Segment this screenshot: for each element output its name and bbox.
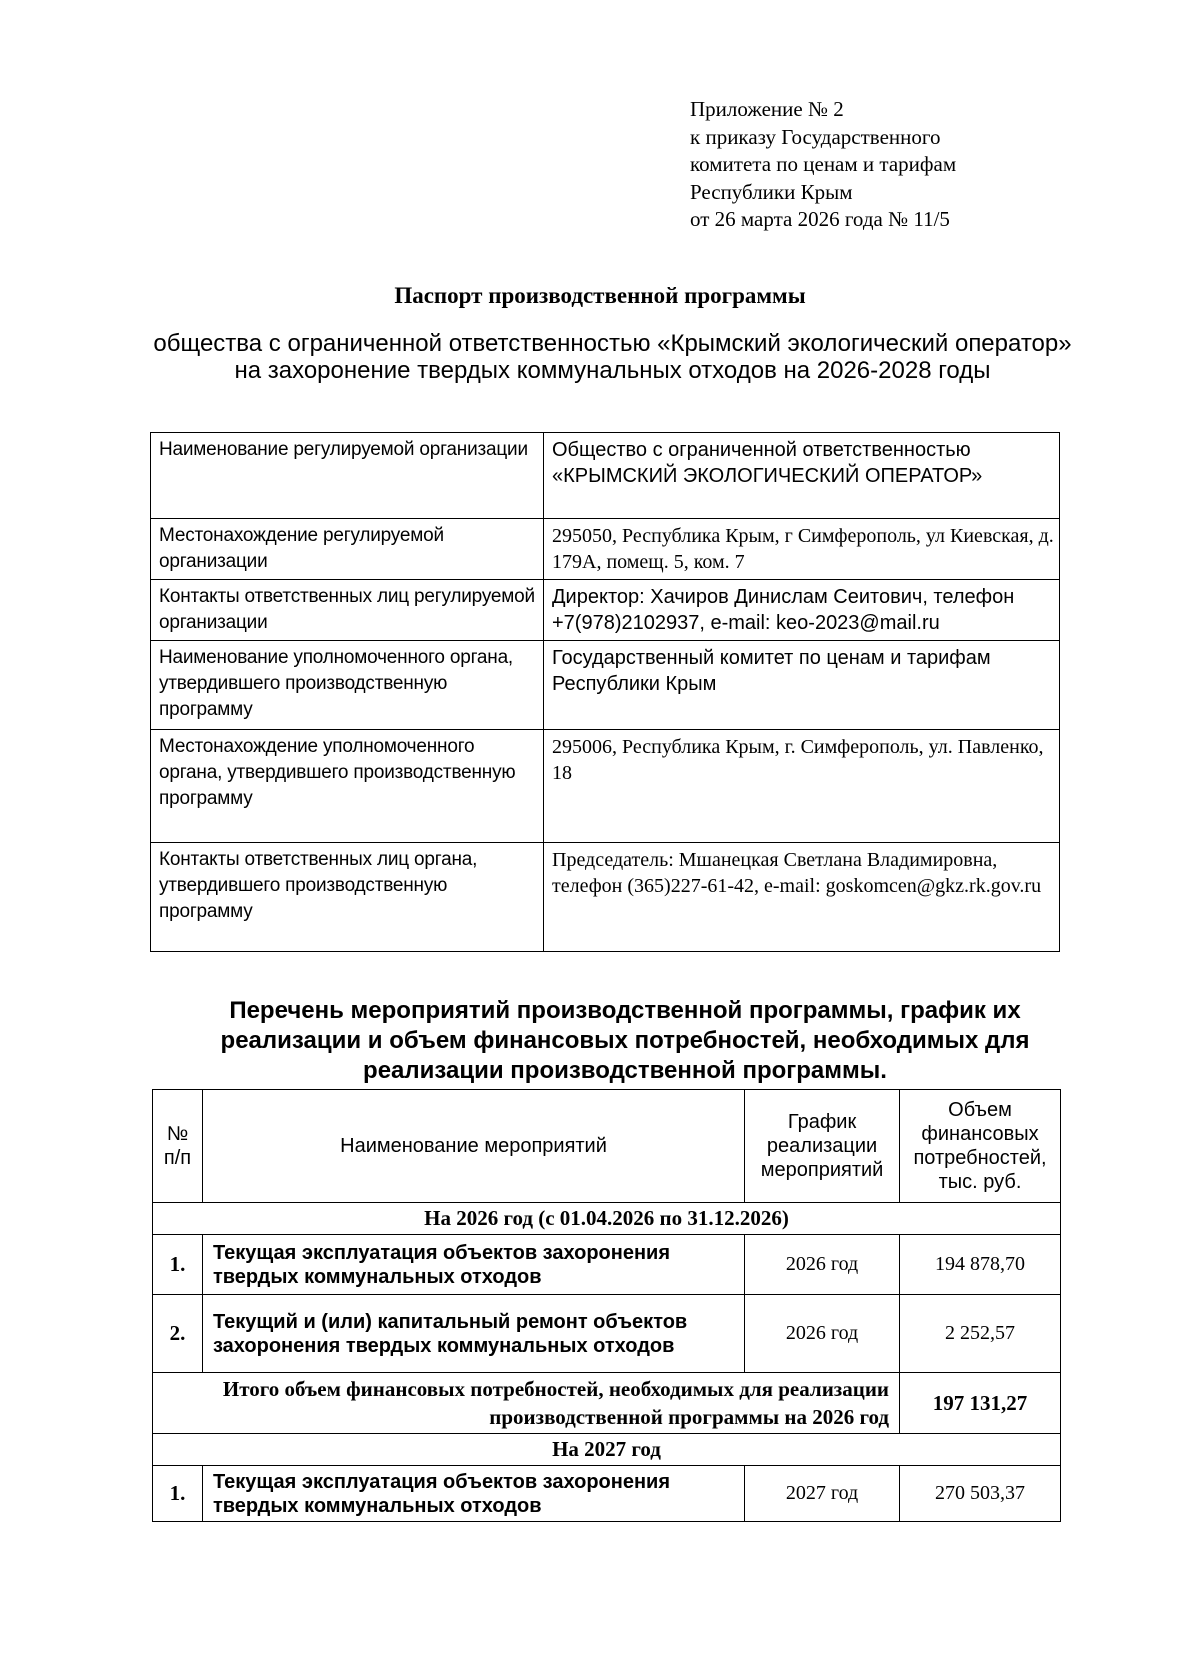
passport-value: Общество с ограниченной ответственностью «КРЫМСКИЙ ЭКОЛОГИЧЕСКИЙ ОПЕРАТОР» (544, 433, 1060, 519)
events-table (152, 1089, 1061, 1522)
passport-row (151, 730, 1060, 843)
appendix-line: от 26 марта 2026 года № 11/5 (690, 207, 950, 231)
passport-value: 295050, Республика Крым, г Симферополь, ул Киевская, д. 179А, помещ. 5, ком. 7 (544, 519, 1060, 580)
header-num: № п/п (153, 1090, 203, 1203)
events-header-row (153, 1090, 1061, 1203)
passport-value: Председатель: Мшанецкая Светлана Владимировна, телефон (365)227-61-42, e-mail: goskomcen@gkz.rk.gov.ru (544, 843, 1060, 952)
year-row (153, 1434, 1061, 1466)
passport-label: Наименование регулируемой организации (151, 433, 544, 519)
passport-table (150, 432, 1060, 952)
passport-label: Контакты ответственных лиц органа, утвердившего производственную программу (151, 843, 544, 952)
passport-label: Местонахождение регулируемой организации (151, 519, 544, 580)
passport-label: Контакты ответственных лиц регулируемой организации (151, 580, 544, 641)
passport-row (151, 433, 1060, 519)
row-amount: 194 878,70 (900, 1235, 1061, 1295)
row-num: 1. (153, 1466, 203, 1522)
row-schedule: 2027 год (745, 1466, 900, 1522)
table-row (153, 1295, 1061, 1373)
appendix-line: к приказу Государственного (690, 124, 941, 149)
passport-row (151, 843, 1060, 952)
header-amount: Объем финансовых потребностей, тыс. руб. (900, 1090, 1061, 1203)
year-2027-heading: На 2027 год (153, 1434, 1061, 1466)
appendix-block (690, 96, 956, 234)
header-name: Наименование мероприятий (202, 1090, 744, 1203)
row-schedule: 2026 год (745, 1235, 900, 1295)
table-row (153, 1466, 1061, 1522)
row-name: Текущая эксплуатация объектов захоронения твердых коммунальных отходов (202, 1235, 744, 1295)
row-name: Текущий и (или) капитальный ремонт объектов захоронения твердых коммунальных отходов (202, 1295, 744, 1373)
year-row (153, 1203, 1061, 1235)
section-title: Перечень мероприятий производственной программы, график их реализации и объем финансовых потребностей, необходимых для реализации производственной программы. (220, 997, 1030, 1084)
passport-row (151, 641, 1060, 730)
row-num: 1. (153, 1235, 203, 1295)
total-2026-value: 197 131,27 (900, 1373, 1061, 1434)
appendix-line: комитета по ценам и тарифам (690, 152, 957, 176)
document-title: Паспорт производственной программы (394, 283, 806, 308)
row-name: Текущая эксплуатация объектов захоронения твердых коммунальных отходов (202, 1466, 744, 1522)
row-amount: 2 252,57 (900, 1295, 1061, 1373)
document-subtitle: общества с ограниченной ответственностью «Крымский экологический оператор» на захоронение твердых коммунальных отходов на 2026-2028 годы (153, 330, 1072, 384)
passport-row (151, 519, 1060, 580)
passport-value: 295006, Республика Крым, г. Симферополь, ул. Павленко, 18 (544, 730, 1060, 843)
total-2026-label: Итого объем финансовых потребностей, необходимых для реализации производственной программы на 2026 год (153, 1373, 900, 1434)
passport-row (151, 580, 1060, 641)
appendix-line: Республики Крым (690, 179, 853, 204)
passport-label: Наименование уполномоченного органа, утвердившего производственную программу (151, 641, 544, 730)
header-schedule: График реализации мероприятий (745, 1090, 900, 1203)
row-schedule: 2026 год (745, 1295, 900, 1373)
table-row (153, 1235, 1061, 1295)
appendix-line: Приложение № 2 (690, 97, 844, 121)
total-row (153, 1373, 1061, 1434)
passport-label: Местонахождение уполномоченного органа, утвердившего производственную программу (151, 730, 544, 843)
row-num: 2. (153, 1295, 203, 1373)
year-2026-heading: На 2026 год (с 01.04.2026 по 31.12.2026) (153, 1203, 1061, 1235)
passport-value: Директор: Хачиров Динислам Сеитович, телефон +7(978)2102937, e-mail: keo-2023@mail.ru (544, 580, 1060, 641)
row-amount: 270 503,37 (900, 1466, 1061, 1522)
passport-value: Государственный комитет по ценам и тарифам Республики Крым (544, 641, 1060, 730)
